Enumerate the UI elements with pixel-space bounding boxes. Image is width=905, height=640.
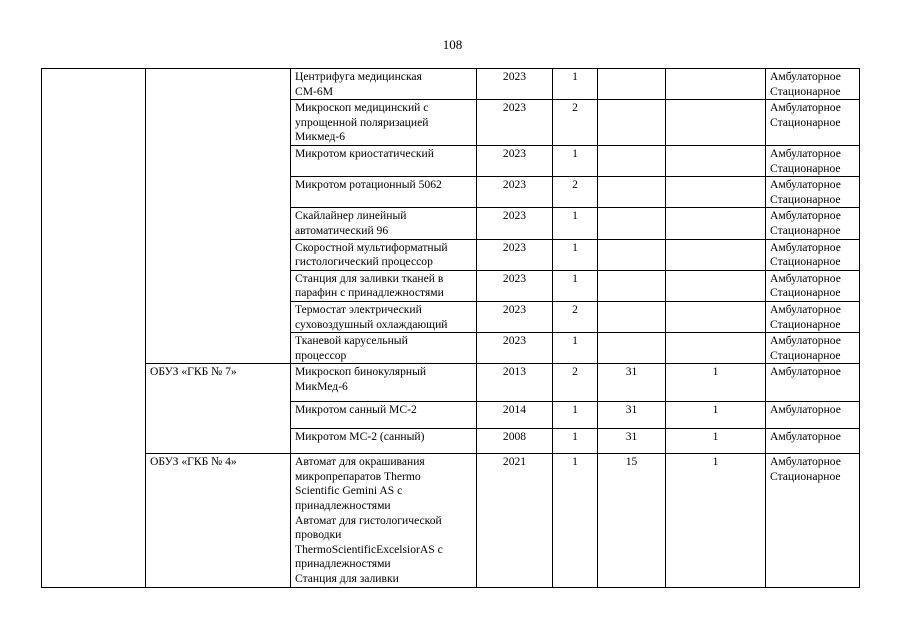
- organization-cell: [146, 69, 291, 364]
- conditions-cell: Амбулаторное Стационарное: [766, 239, 860, 270]
- year-cell: 2023: [477, 69, 553, 100]
- equipment-name-cell: Микротом санный МС-2: [291, 402, 477, 429]
- quantity-cell: 2: [553, 364, 598, 402]
- conditions-cell: Амбулаторное Стационарное: [766, 100, 860, 146]
- column-7-cell: [666, 100, 766, 146]
- year-cell: 2023: [477, 270, 553, 301]
- equipment-name-cell: Термостат электрический суховоздушный охлаждающий: [291, 301, 477, 332]
- conditions-cell: Амбулаторное Стационарное: [766, 145, 860, 176]
- quantity-cell: 1: [553, 69, 598, 100]
- column-7-cell: [666, 333, 766, 364]
- equipment-table: [41, 68, 860, 588]
- equipment-name-cell: Скайлайнер линейный автоматический 96: [291, 208, 477, 239]
- conditions-cell: Амбулаторное Стационарное: [766, 270, 860, 301]
- column-6-cell: [598, 100, 666, 146]
- conditions-cell: Амбулаторное Стационарное: [766, 208, 860, 239]
- year-cell: 2014: [477, 402, 553, 429]
- conditions-cell: Амбулаторное Стационарное: [766, 69, 860, 100]
- equipment-name-cell: Микроскоп медицинский с упрощенной поляризацией Микмед-6: [291, 100, 477, 146]
- column-6-cell: [598, 333, 666, 364]
- quantity-cell: 1: [553, 454, 598, 587]
- column-7-cell: [666, 301, 766, 332]
- column-6-cell: 31: [598, 429, 666, 454]
- column-6-cell: 31: [598, 364, 666, 402]
- column-7-cell: [666, 208, 766, 239]
- column-7-cell: [666, 145, 766, 176]
- equipment-name-cell: Микротом ротационный 5062: [291, 177, 477, 208]
- year-cell: 2023: [477, 208, 553, 239]
- page-number: 108: [442, 37, 463, 52]
- conditions-cell: Амбулаторное Стационарное: [766, 301, 860, 332]
- year-cell: 2023: [477, 100, 553, 146]
- column-6-cell: 31: [598, 402, 666, 429]
- column-6-cell: [598, 69, 666, 100]
- equipment-name-cell: Микротом МС-2 (санный): [291, 429, 477, 454]
- table-row: [42, 454, 860, 587]
- quantity-cell: 2: [553, 301, 598, 332]
- column-6-cell: [598, 239, 666, 270]
- equipment-name-cell: Скоростной мультиформатный гистологический процессор: [291, 239, 477, 270]
- equipment-name-cell: Центрифуга медицинская СМ-6М: [291, 69, 477, 100]
- equipment-name-cell: Микроскоп бинокулярный МикМед-6: [291, 364, 477, 402]
- quantity-cell: 1: [553, 208, 598, 239]
- year-cell: 2023: [477, 145, 553, 176]
- column-7-cell: [666, 270, 766, 301]
- organization-cell: ОБУЗ «ГКБ № 4»: [146, 454, 291, 587]
- quantity-cell: 1: [553, 429, 598, 454]
- column-7-cell: 1: [666, 364, 766, 402]
- quantity-cell: 1: [553, 402, 598, 429]
- column-6-cell: [598, 208, 666, 239]
- quantity-cell: 1: [553, 239, 598, 270]
- quantity-cell: 2: [553, 100, 598, 146]
- year-cell: 2008: [477, 429, 553, 454]
- equipment-name-cell: Автомат для окрашивания микропрепаратов Thermo Scientific Gemini AS с принадлежностями Автомат для гистологической проводки ThermoScientificExcelsiorAS с принадлежностями Станция для заливки: [291, 454, 477, 587]
- column-6-cell: [598, 177, 666, 208]
- year-cell: 2013: [477, 364, 553, 402]
- conditions-cell: Амбулаторное: [766, 402, 860, 429]
- equipment-name-cell: Микротом криостатический: [291, 145, 477, 176]
- equipment-name-cell: Станция для заливки тканей в парафин с принадлежностями: [291, 270, 477, 301]
- column-6-cell: 15: [598, 454, 666, 587]
- quantity-cell: 2: [553, 177, 598, 208]
- column-7-cell: 1: [666, 429, 766, 454]
- quantity-cell: 1: [553, 333, 598, 364]
- continuation-cell: [42, 69, 146, 588]
- quantity-cell: 1: [553, 270, 598, 301]
- organization-cell: ОБУЗ «ГКБ № 7»: [146, 364, 291, 454]
- quantity-cell: 1: [553, 145, 598, 176]
- conditions-cell: Амбулаторное Стационарное: [766, 454, 860, 587]
- column-6-cell: [598, 301, 666, 332]
- conditions-cell: Амбулаторное: [766, 429, 860, 454]
- column-7-cell: 1: [666, 454, 766, 587]
- year-cell: 2023: [477, 301, 553, 332]
- table-row: [42, 69, 860, 100]
- year-cell: 2021: [477, 454, 553, 587]
- table-row: [42, 364, 860, 402]
- year-cell: 2023: [477, 177, 553, 208]
- conditions-cell: Амбулаторное Стационарное: [766, 333, 860, 364]
- column-7-cell: [666, 177, 766, 208]
- conditions-cell: Амбулаторное Стационарное: [766, 177, 860, 208]
- column-7-cell: 1: [666, 402, 766, 429]
- column-6-cell: [598, 145, 666, 176]
- conditions-cell: Амбулаторное: [766, 364, 860, 402]
- year-cell: 2023: [477, 239, 553, 270]
- year-cell: 2023: [477, 333, 553, 364]
- equipment-name-cell: Тканевой карусельный процессор: [291, 333, 477, 364]
- column-7-cell: [666, 69, 766, 100]
- column-6-cell: [598, 270, 666, 301]
- column-7-cell: [666, 239, 766, 270]
